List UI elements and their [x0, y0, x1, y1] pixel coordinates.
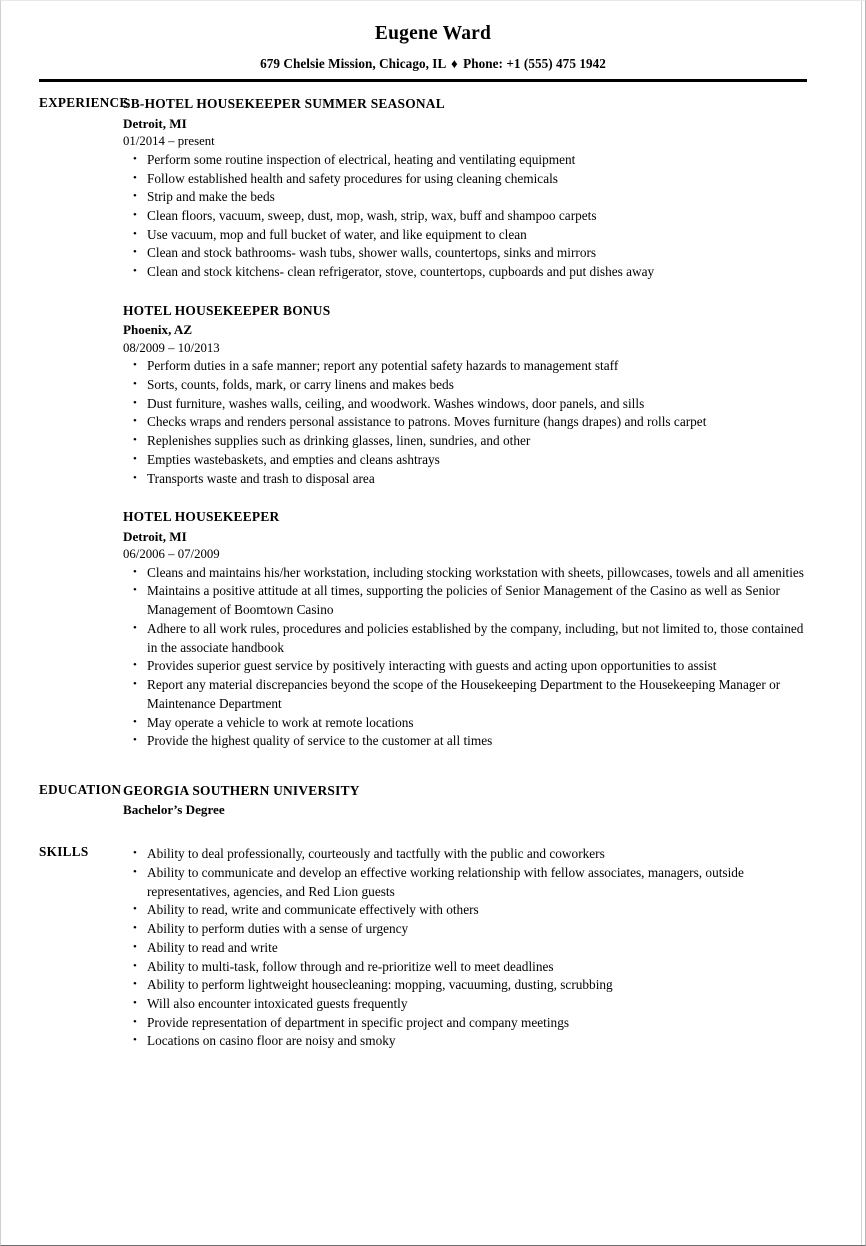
list-item: • Ability to perform lightweight housecleaning: mopping, vacuuming, dusting, scrubbing	[123, 976, 810, 995]
section-label-skills: SKILLS	[39, 844, 89, 860]
job-entry	[123, 302, 810, 488]
job-location: Phoenix, AZ	[123, 322, 193, 338]
list-item: • Provides superior guest service by positively interacting with guests and acting upon opportunities to assist	[123, 657, 810, 676]
list-item: • Ability to read and write	[123, 939, 810, 958]
section-education	[1, 782, 865, 819]
experience-content	[123, 95, 865, 751]
list-item: • Ability to read, write and communicate effectively with others	[123, 901, 810, 920]
list-item: • Ability to deal professionally, courteously and tactfully with the public and coworkers	[123, 845, 810, 864]
job-title: HOTEL HOUSEKEEPER BONUS	[123, 302, 331, 318]
candidate-name: Eugene Ward	[374, 23, 492, 44]
list-item: • Ability to perform duties with a sense of urgency	[123, 920, 810, 939]
job-title: HOTEL HOUSEKEEPER	[123, 509, 280, 525]
list-item: • Sorts, counts, folds, mark, or carry linens and makes beds	[123, 376, 810, 395]
job-location: Detroit, MI	[123, 115, 187, 131]
job-dates: 01/2014 – present	[123, 134, 215, 149]
job-location: Detroit, MI	[123, 528, 187, 544]
contact-address: 679 Chelsie Mission, Chicago, IL	[260, 56, 446, 72]
job-responsibility-list	[123, 151, 810, 282]
job-title: SB-HOTEL HOUSEKEEPER SUMMER SEASONAL	[123, 96, 445, 112]
section-label-education: EDUCATION	[39, 782, 122, 798]
job-responsibility-list	[123, 564, 810, 751]
list-item: • Clean and stock bathrooms- wash tubs, shower walls, countertops, sinks and mirrors	[123, 244, 810, 263]
job-entry	[123, 95, 810, 281]
list-item: • Ability to multi-task, follow through and re-prioritize well to meet deadlines	[123, 958, 810, 977]
list-item: • Clean and stock kitchens- clean refrigerator, stove, countertops, cupboards and put dishes away	[123, 263, 810, 282]
list-item: • Report any material discrepancies beyond the scope of the Housekeeping Department to the Housekeeping Manager or Maintenance Department	[123, 676, 810, 713]
list-item: • Perform some routine inspection of electrical, heating and ventilating equipment	[123, 151, 810, 170]
contact-line	[1, 56, 865, 72]
skills-list	[123, 845, 810, 1051]
list-item: • Follow established health and safety procedures for using cleaning chemicals	[123, 170, 810, 189]
list-item: • Dust furniture, washes walls, ceiling, and woodwork. Washes windows, door panels, and sills	[123, 395, 810, 414]
list-item: • Transports waste and trash to disposal area	[123, 470, 810, 489]
list-item: • May operate a vehicle to work at remote locations	[123, 714, 810, 733]
list-item: • Use vacuum, mop and full bucket of water, and like equipment to clean	[123, 226, 810, 245]
section-label-experience: EXPERIENCE	[39, 95, 129, 111]
list-item: • Strip and make the beds	[123, 188, 810, 207]
education-content	[123, 782, 865, 819]
list-item: • Maintains a positive attitude at all times, supporting the policies of Senior Management of the Casino as well as Senior Management of Boomtown Casino	[123, 582, 810, 619]
list-item: • Checks wraps and renders personal assistance to patrons. Moves furniture (hangs drapes) and rolls carpet	[123, 413, 810, 432]
list-item: • Perform duties in a safe manner; report any potential safety hazards to management staff	[123, 357, 810, 376]
job-entry	[123, 508, 810, 751]
list-item: • Replenishes supplies such as drinking glasses, linen, sundries, and other	[123, 432, 810, 451]
list-item: • Will also encounter intoxicated guests frequently	[123, 995, 810, 1014]
job-responsibility-list	[123, 357, 810, 488]
resume-body	[1, 82, 865, 1051]
education-entry	[123, 782, 810, 819]
resume-header	[1, 1, 865, 82]
section-skills	[1, 844, 865, 1051]
list-item: • Empties wastebaskets, and empties and cleans ashtrays	[123, 451, 810, 470]
education-school: GEORGIA SOUTHERN UNIVERSITY	[123, 783, 360, 799]
job-dates: 08/2009 – 10/2013	[123, 340, 220, 355]
list-item: • Clean floors, vacuum, sweep, dust, mop, wash, strip, wax, buff and shampoo carpets	[123, 207, 810, 226]
list-item: • Provide representation of department in specific project and company meetings	[123, 1014, 810, 1033]
list-item: • Locations on casino floor are noisy and smoky	[123, 1032, 810, 1051]
job-dates: 06/2006 – 07/2009	[123, 547, 220, 562]
list-item: • Cleans and maintains his/her workstation, including stocking workstation with sheets, pillowcases, towels and all amenities	[123, 564, 810, 583]
skills-content	[123, 844, 865, 1051]
diamond-separator-icon: ♦	[450, 56, 458, 72]
contact-phone: Phone: +1 (555) 475 1942	[463, 56, 606, 72]
list-item: • Provide the highest quality of service to the customer at all times	[123, 732, 810, 751]
section-experience	[1, 95, 865, 751]
list-item: • Ability to communicate and develop an effective working relationship with fellow associates, managers, outside representatives, agencies, and Red Lion guests	[123, 864, 810, 901]
education-degree: Bachelor’s Degree	[123, 802, 225, 818]
list-item: • Adhere to all work rules, procedures and policies established by the company, including, but not limited to, those contained in the associate handbook	[123, 620, 810, 657]
